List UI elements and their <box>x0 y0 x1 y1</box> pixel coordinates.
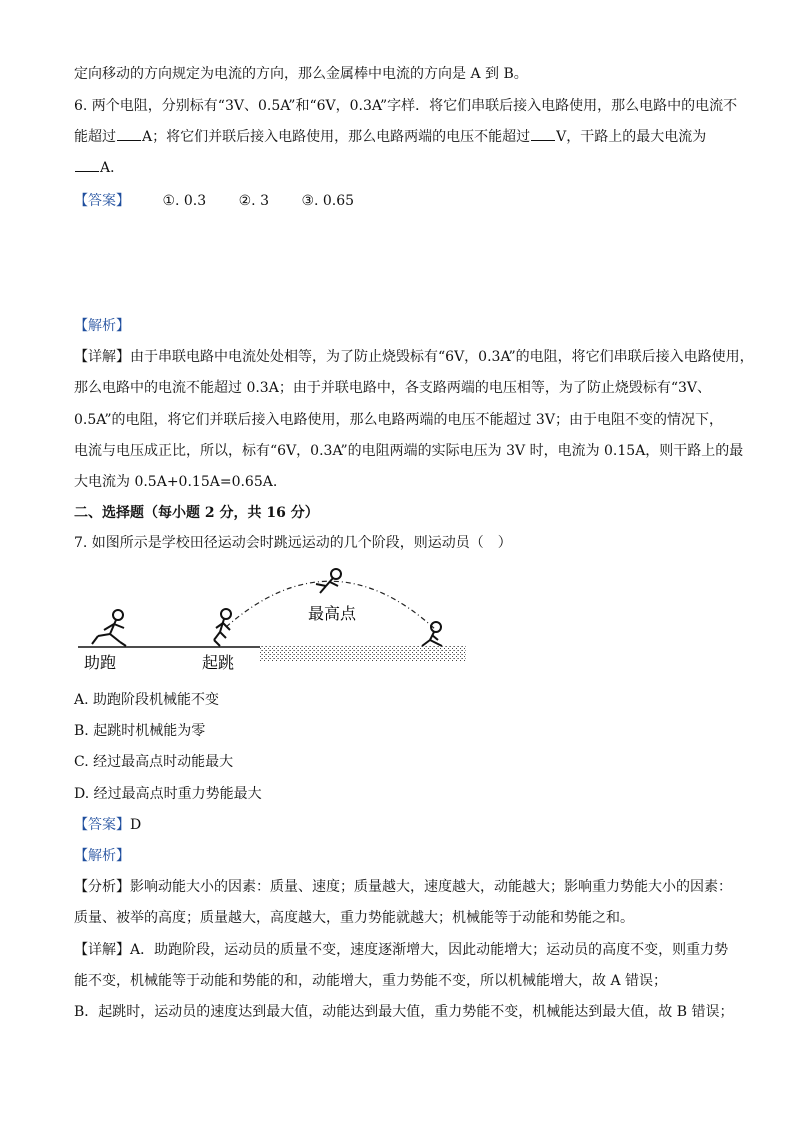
q6-detail-5: 大电流为 0.5A+0.15A=0.65A. <box>74 474 278 490</box>
q5-tail-text: 定向移动的方向规定为电流的方向，那么金属棒中电流的方向是 A 到 B。 <box>74 66 528 82</box>
q6-text-b: A；将它们并联后接入电路使用，那么电路两端的电压不能超过 <box>142 129 531 145</box>
q7-answer-tag: 【答案】 <box>74 817 130 833</box>
q7-option-d: D. 经过最高点时重力势能最大 <box>74 786 262 802</box>
q6-answer <box>74 191 382 211</box>
q6-detail-1: 【详解】由于串联电路中电流处处相等，为了防止烧毁标有“6V，0.3A”的电阻，将它们串联后接入电路使用， <box>74 349 754 365</box>
q6-detail-3: 0.5A”的电阻，将它们并联后接入电路使用，那么电路两端的电压不能超过 3V；由于电阻不变的情况下， <box>74 412 723 428</box>
q7-answer-value: D <box>130 817 142 833</box>
q6-blank-1 <box>117 128 141 141</box>
long-jump-figure <box>74 562 474 680</box>
section2-heading: 二、选择题（每小题 2 分，共 16 分） <box>74 505 319 521</box>
q6-blank-2 <box>531 128 555 141</box>
label-run: 助跑 <box>84 653 117 672</box>
runner-figure <box>92 610 126 646</box>
landing-figure <box>422 622 442 646</box>
q6-stem-line3 <box>74 158 124 178</box>
q7-option-b: B. 起跳时机械能为零 <box>74 723 206 739</box>
q6-text-d: A． <box>100 160 125 176</box>
q6-detail-4: 电流与电压成正比，所以，标有“6V，0.3A”的电阻两端的实际电压为 3V 时，电流为 0.15A，则干路上的最 <box>74 443 744 459</box>
q6-stem-line2 <box>74 127 706 147</box>
takeoff-figure <box>214 609 231 646</box>
q7-analysis-tag: 【解析】 <box>74 848 130 864</box>
q6-text-c: V，干路上的最大电流为 <box>556 129 707 145</box>
q7-analysis-1: 【分析】影响动能大小的因素：质量、速度；质量越大，速度越大，动能越大；影响重力势能大小的因素： <box>74 879 732 895</box>
q6-answer-2: ②. 3 <box>238 193 269 209</box>
q7-option-c: C. 经过最高点时动能最大 <box>74 754 234 770</box>
q6-text-a: 能超过 <box>74 129 116 145</box>
q6-answer-3: ③. 0.65 <box>301 193 355 209</box>
q7-detail-2: 能不变，机械能等于动能和势能的和，动能增大，重力势能不变，所以机械能增大，故 A 错误； <box>74 973 668 989</box>
q6-analysis-tag: 【解析】 <box>74 318 130 334</box>
q7-stem: 7. 如图所示是学校田径运动会时跳远运动的几个阶段，则运动员（ ） <box>74 535 512 551</box>
q6-answer-tag: 【答案】 <box>74 193 130 209</box>
q7-detail-3: B．起跳时，运动员的速度达到最大值，动能达到最大值，重力势能不变，机械能达到最大值，故 B 错误； <box>74 1004 734 1020</box>
q7-analysis-2: 质量、被举的高度；质量越大，高度越大，重力势能就越大；机械能等于动能和势能之和。 <box>74 910 634 926</box>
q7-detail-1: 【详解】A．助跑阶段，运动员的质量不变，速度逐渐增大，因此动能增大；运动员的高度不变，则重力势 <box>74 942 729 958</box>
label-peak: 最高点 <box>308 604 357 623</box>
q6-answer-1: ①. 0.3 <box>162 193 207 209</box>
label-takeoff: 起跳 <box>202 653 235 672</box>
q6-detail-2: 那么电路中的电流不能超过 0.3A；由于并联电路中，各支路两端的电压相等，为了防止烧毁标有“3V、 <box>74 380 711 396</box>
q6-stem-line1: 6. 两个电阻，分别标有“3V、0.5A”和“6V，0.3A”字样．将它们串联后接入电路使用，那么电路中的电流不 <box>74 98 738 114</box>
q6-blank-3 <box>75 159 99 172</box>
q7-answer <box>74 815 141 835</box>
q7-option-a: A. 助跑阶段机械能不变 <box>74 692 220 708</box>
sand-pit <box>260 645 466 661</box>
